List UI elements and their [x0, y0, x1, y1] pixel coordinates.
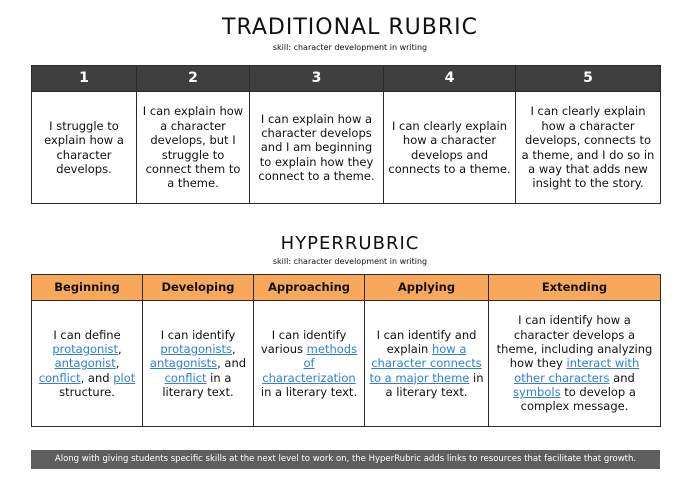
- link-protagonists[interactable]: protagonists: [160, 341, 233, 356]
- link-methods-of-characterization[interactable]: methods of characterization: [262, 341, 358, 385]
- hyper-header-approaching: Approaching: [254, 275, 365, 301]
- hyper-cell-developing: [143, 301, 254, 427]
- traditional-rubric-subtitle: skill: character development in writing: [272, 43, 428, 52]
- cell-text: I can identify: [160, 327, 236, 342]
- link-symbols[interactable]: symbols: [513, 385, 561, 400]
- hyper-header-extending: Extending: [489, 275, 661, 301]
- cell-text: I can identify and explain: [376, 327, 477, 356]
- traditional-cell-1: I struggle to explain how a character develops.: [32, 92, 137, 204]
- hyper-header-applying: Applying: [365, 275, 489, 301]
- traditional-header-row: [32, 66, 661, 92]
- traditional-cell-5: I can clearly explain how a character develops, connects to a theme, and I do so in a way that adds new insight to the story.: [516, 92, 661, 204]
- hyper-header-beginning: Beginning: [32, 275, 143, 301]
- footer-banner: Along with giving students specific skills at the next level to work on, the HyperRubric adds links to resources that facilitate that growth.: [31, 450, 660, 469]
- hyper-cell-approaching: [254, 301, 365, 427]
- cell-text: , and: [80, 370, 114, 385]
- traditional-rubric-table: [31, 65, 661, 204]
- hyperrubric-title: HYPERRUBRIC: [280, 233, 420, 254]
- cell-text: I can define: [53, 327, 121, 342]
- hyper-cell-beginning: [32, 301, 143, 427]
- cell-text: structure.: [59, 385, 115, 400]
- cell-text: I can identify how a character develops a theme, including analyzing how they: [496, 313, 653, 371]
- traditional-header-2: 2: [137, 66, 250, 92]
- traditional-rubric-title: TRADITIONAL RUBRIC: [222, 15, 478, 40]
- link-antagonists[interactable]: antagonists: [149, 356, 218, 371]
- hyperrubric-subtitle: skill: character development in writing: [272, 257, 428, 266]
- link-plot[interactable]: plot: [113, 370, 136, 385]
- link-protagonist[interactable]: protagonist: [52, 341, 119, 356]
- link-antagonist[interactable]: antagonist: [54, 356, 116, 371]
- traditional-cell-4: I can clearly explain how a character develops and connects to a theme.: [384, 92, 516, 204]
- traditional-cell-2: I can explain how a character develops, but I struggle to connect them to a theme.: [137, 92, 250, 204]
- traditional-header-3: 3: [250, 66, 384, 92]
- hyper-header-row: [32, 275, 661, 301]
- traditional-header-5: 5: [516, 66, 661, 92]
- cell-text: ,: [118, 341, 122, 356]
- cell-text: to develop a complex message.: [520, 385, 636, 414]
- traditional-header-4: 4: [384, 66, 516, 92]
- hyper-cell-applying: [365, 301, 489, 427]
- link-conflict-2[interactable]: conflict: [164, 370, 207, 385]
- cell-text: I can identify various: [260, 327, 347, 356]
- cell-text: in a literary text.: [162, 370, 234, 400]
- cell-text: in a literary text.: [385, 370, 484, 400]
- link-conflict[interactable]: conflict: [38, 370, 81, 385]
- cell-text: , and: [217, 356, 247, 371]
- hyper-cell-extending: [489, 301, 661, 427]
- traditional-cell-3: I can explain how a character develops and I am beginning to explain how they connect to a theme.: [250, 92, 384, 204]
- cell-text: ,: [232, 341, 236, 356]
- traditional-body-row: [32, 92, 661, 204]
- hyperrubric-table: [31, 274, 661, 427]
- link-interact-with-other-characters[interactable]: interact with other characters: [514, 356, 640, 385]
- hyper-header-developing: Developing: [143, 275, 254, 301]
- cell-text: in a literary text.: [260, 385, 358, 400]
- hyper-body-row: [32, 301, 661, 427]
- cell-text: ,: [115, 356, 120, 371]
- link-character-theme[interactable]: how a character connects to a major theme: [369, 341, 482, 385]
- cell-text: and: [609, 370, 635, 385]
- traditional-header-1: 1: [32, 66, 137, 92]
